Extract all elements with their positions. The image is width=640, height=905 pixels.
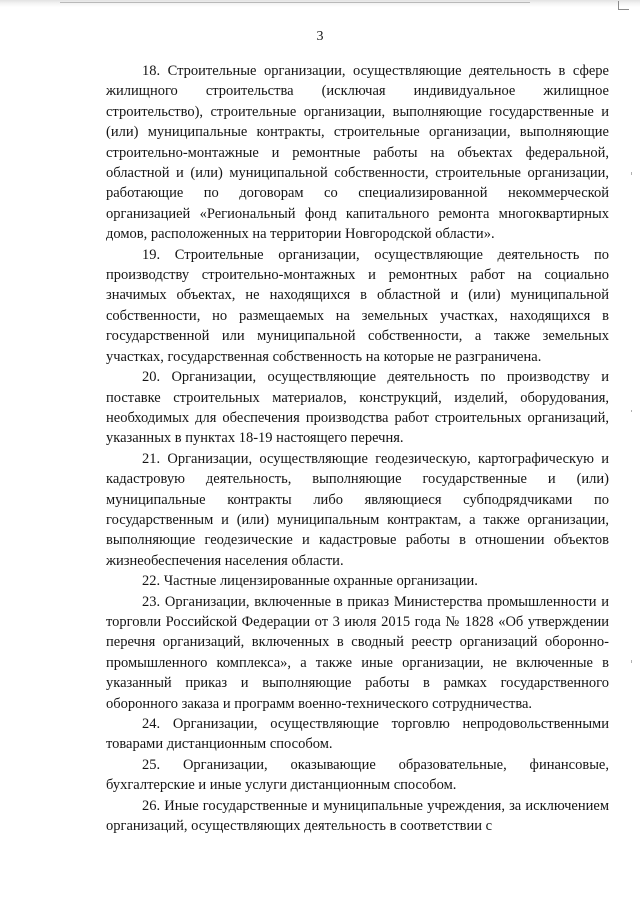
corner-fold-mark — [618, 1, 629, 10]
scan-top-edge — [0, 0, 640, 7]
scan-speck — [631, 172, 632, 175]
paragraph-18: 18. Строительные организации, осуществляющие деятельность в сфере жилищного строительства (исключая индивидуальное жилищное строительство), строительные организации, выполняющие государственные и (или) муниципальные контракты, строительные организации, выполняющие строительно-монтажные и ремонтные работы на объектах федеральной, областной и (или) муниципальной собственности, строительные организации, работающие по договорам со специализированной некоммерческой организацией «Региональный фонд капитального ремонта многоквартирных домов, расположенных на территории Новгородской области». — [106, 63, 609, 243]
paragraph-19: 19. Строительные организации, осуществляющие деятельность по производству строительно-монтажных и ремонтных работ на социально значимых объектах, не находящихся в областной и (или) муниципальной собственности, но размещаемых на земельных участках, находящихся в государственной или муниципальной собственности, а также земельных участках, государственная собственность на которые не разграничена. — [106, 246, 609, 365]
paragraph-21: 21. Организации, осуществляющие геодезическую, картографическую и кадастровую деятельность, выполняющие государственные и (или) муниципальные контракты либо являющиеся субподрядчиками по государственным и (или) муниципальным контрактам, а также организации, выполняющие геодезические и кадастровые работы в отношении объектов жизнеобеспечения населения области. — [106, 450, 609, 569]
scan-speck — [631, 660, 632, 663]
paragraph-20: 20. Организации, осуществляющие деятельность по производству и поставке строительных материалов, конструкций, изделий, оборудования, необходимых для обеспечения производства работ строительных организаций, указанных в пунктах 18-19 настоящего перечня. — [106, 369, 609, 447]
paragraph-24: 24. Организации, осуществляющие торговлю непродовольственными товарами дистанционным способом. — [106, 716, 609, 753]
paragraph-23: 23. Организации, включенные в приказ Министерства промышленности и торговли Российской Федерации от 3 июля 2015 года № 1828 «Об утверждении перечня организаций, включенных в сводный реестр организаций оборонно-промышленного комплекса», а также иные организации, не включенные в указанный приказ и выполняющие работы в рамках государственного оборонного заказа и программ военно-технического сотрудничества. — [106, 593, 609, 712]
scan-edge-line — [60, 2, 530, 3]
paragraph-22: 22. Частные лицензированные охранные организации. — [142, 573, 478, 590]
document-body — [106, 61, 609, 836]
paragraph-25: 25. Организации, оказывающие образовательные, финансовые, бухгалтерские и иные услуги дистанционным способом. — [106, 756, 609, 794]
paragraph-26: 26. Иные государственные и муниципальные учреждения, за исключением организаций, осуществляющих деятельность в соответствии с — [106, 797, 609, 835]
scan-speck — [631, 410, 632, 412]
page-number: 3 — [316, 29, 324, 44]
